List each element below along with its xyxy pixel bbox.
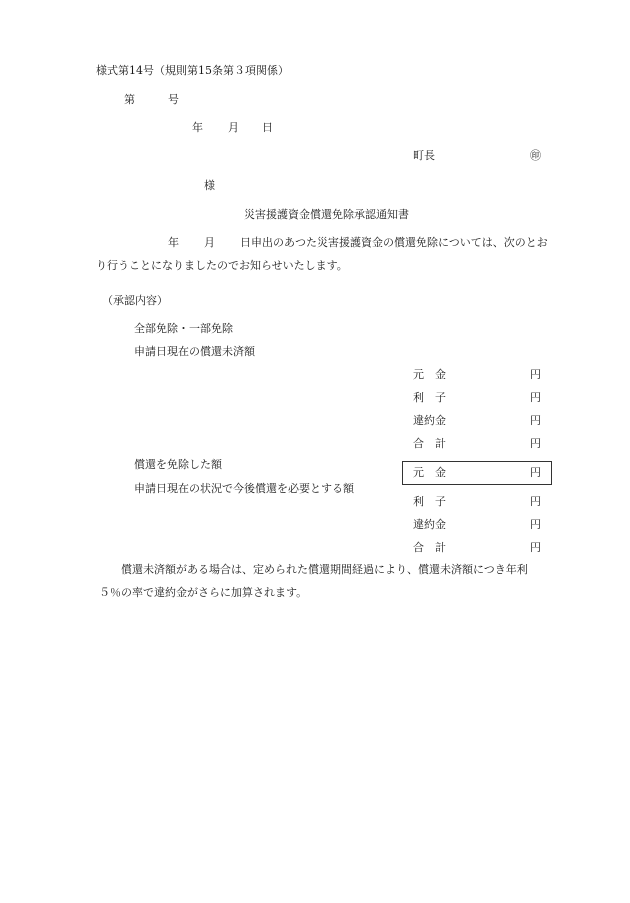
unpaid-penalty-unit: 円 [530,414,541,427]
body-month: 月 [204,236,215,249]
recipient-honorific: 様 [204,179,215,192]
required-total-unit: 円 [530,541,541,554]
body-line-2: り行うことになりましたのでお知らせいたします。 [96,259,348,272]
unpaid-principal-label: 元 金 [413,368,446,381]
date-year: 年 [192,121,203,134]
required-penalty-unit: 円 [530,518,541,531]
required-interest-label: 利 子 [413,495,446,508]
issuer-title: 町長 [413,149,435,162]
unpaid-total-unit: 円 [530,437,541,450]
exemption-type: 全部免除・一部免除 [134,322,233,335]
document-title: 災害援護資金償還免除承認通知書 [244,208,409,221]
unpaid-interest-unit: 円 [530,391,541,404]
unpaid-interest-label: 利 子 [413,391,446,404]
exempted-principal-label: 元 金 [413,466,446,479]
seal-mark: ㊞ [530,149,541,162]
required-interest-unit: 円 [530,495,541,508]
required-repayment-label: 申請日現在の状況で今後償還を必要とする額 [134,482,354,495]
unpaid-principal-unit: 円 [530,368,541,381]
exempted-principal-unit: 円 [530,466,541,479]
document-number-prefix: 第 [124,93,135,106]
footer-note-line-1: 償還未済額がある場合は、定められた償還期間経過により、償還未済額につき年利 [121,563,528,576]
required-total-label: 合 計 [413,541,446,554]
unpaid-penalty-label: 違約金 [413,414,446,427]
form-number: 様式第14号（規則第15条第３項関係） [96,64,289,77]
required-penalty-label: 違約金 [413,518,446,531]
document-number-suffix: 号 [168,93,179,106]
body-line-1: 日申出のあつた災害援護資金の償還免除については、次のとお [240,236,548,249]
footer-note-line-2: ５％の率で違約金がさらに加算されます。 [99,586,308,599]
unpaid-total-label: 合 計 [413,437,446,450]
unpaid-balance-label: 申請日現在の償還未済額 [134,345,255,358]
exempted-amount-label: 償還を免除した額 [134,458,222,471]
date-day: 日 [262,121,273,134]
date-month: 月 [228,121,239,134]
body-year: 年 [168,236,179,249]
details-heading: （承認内容） [102,294,168,307]
